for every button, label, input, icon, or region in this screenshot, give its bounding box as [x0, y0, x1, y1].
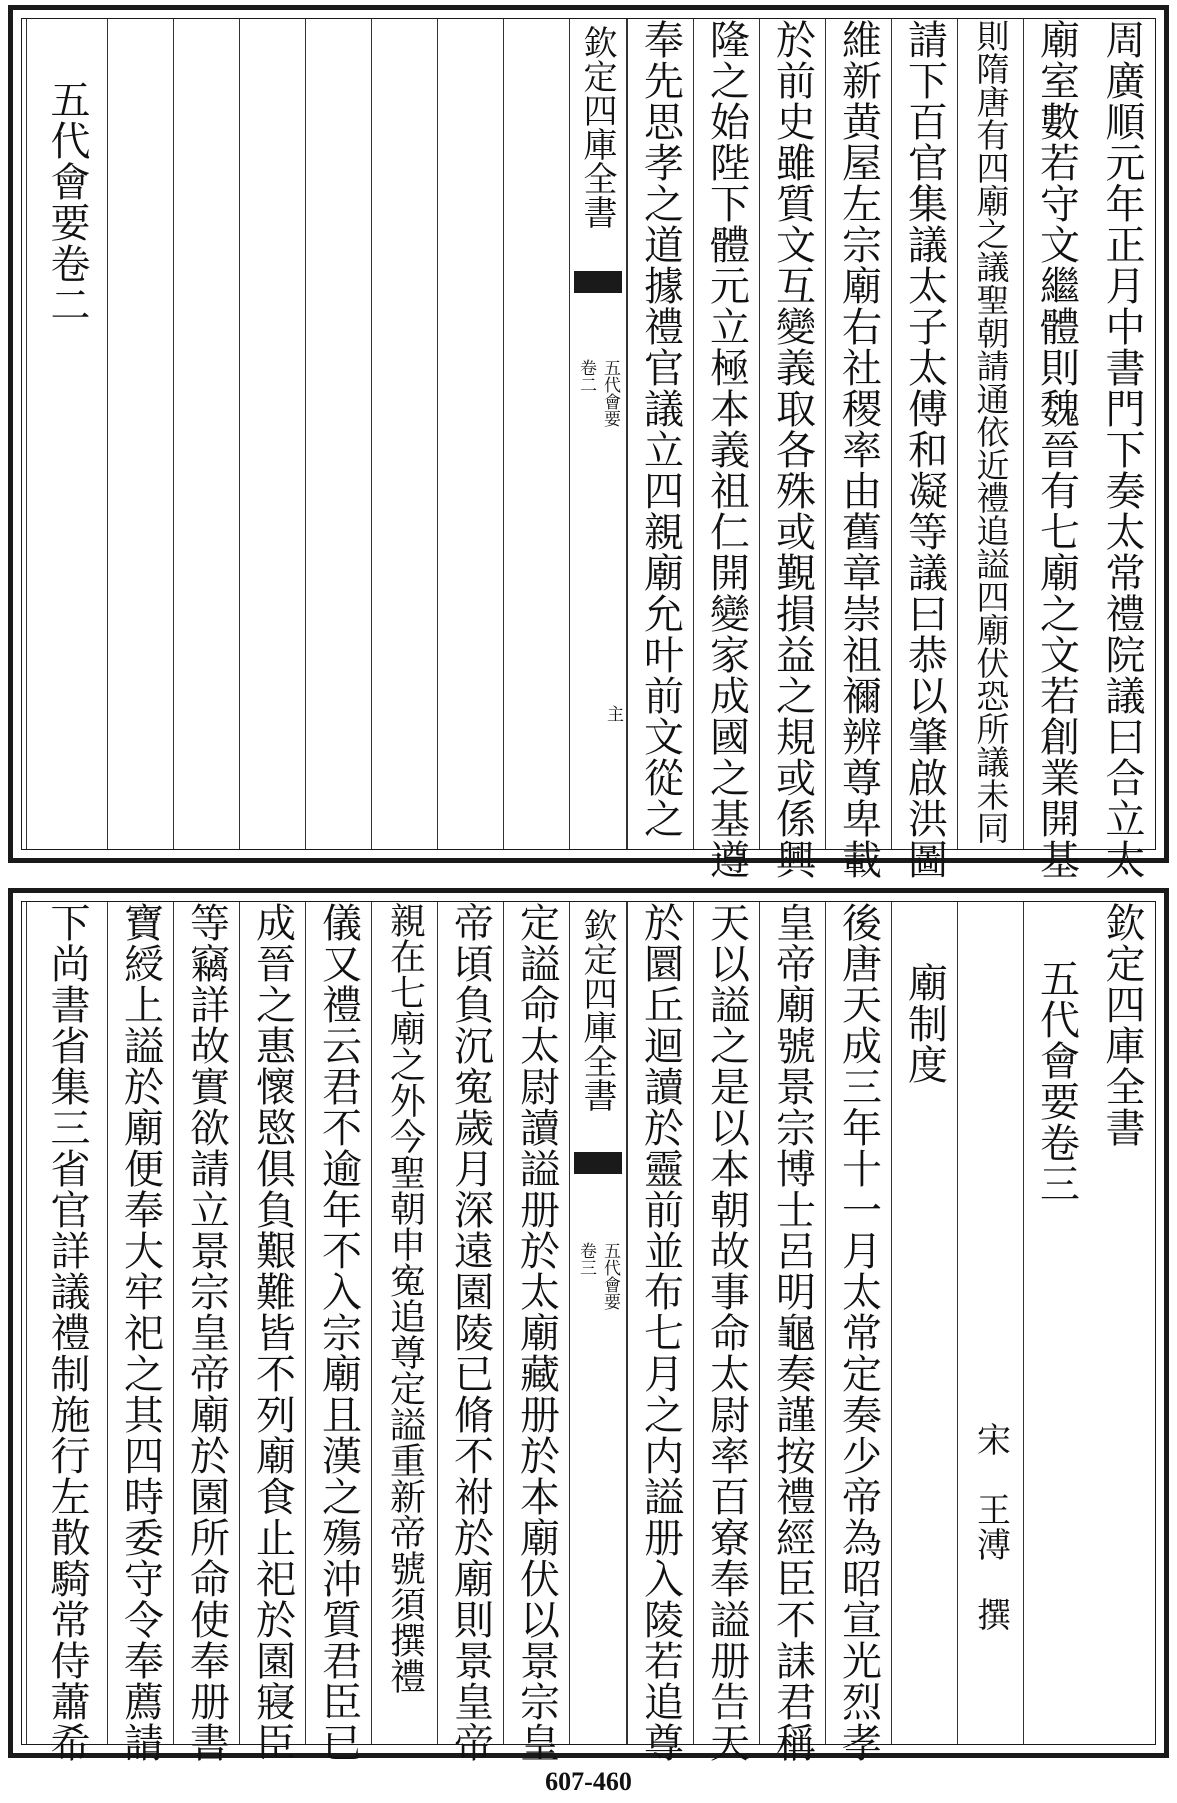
column-text: 皇帝廟號景宗博士呂明龜奏謹按禮經臣不誄君稱 — [769, 902, 816, 1763]
column-text: 則隋唐有四廟之議聖朝請通依近禮追謚四廟伏恐所議未同 — [971, 19, 1011, 844]
margin-title: 欽定四庫全書 — [577, 25, 617, 229]
empty-column — [437, 19, 503, 849]
column-text: 定謚命太尉讀謚册於太廟藏册於本廟伏以景宗皇 — [513, 902, 560, 1763]
end-title: 五代會要卷二 — [44, 79, 90, 325]
margin-title: 欽定四庫全書 — [577, 908, 617, 1112]
text-column — [957, 19, 1023, 849]
text-column — [627, 19, 693, 849]
empty-column — [107, 19, 173, 849]
bottom-page — [8, 888, 1169, 1763]
page-margin-strip — [569, 902, 627, 1744]
column-text: 後唐天成三年十一月太常定奏少帝為昭宣光烈孝 — [835, 902, 882, 1763]
column-text: 維新黄屋左宗廟右社稷率由舊章崇祖禰辨尊卑載 — [835, 19, 882, 880]
empty-column — [371, 19, 437, 849]
column-text: 天以謚之是以本朝故事命太尉率百寮奉謚册告天 — [703, 902, 750, 1763]
column-text: 等竊詳故實欲請立景宗皇帝廟於園所命使奉册書 — [183, 902, 230, 1763]
empty-column — [305, 19, 371, 849]
margin-subtitle: 五代會要 — [600, 1242, 620, 1310]
text-column — [305, 902, 371, 1763]
fish-tail-mark — [574, 1152, 622, 1174]
text-column — [1089, 19, 1155, 880]
text-column — [759, 902, 825, 1763]
section-column — [891, 902, 957, 1744]
fish-tail-mark — [574, 271, 622, 293]
column-text: 周廣順元年正月中書門下奏太常禮院議曰合立太 — [1099, 19, 1145, 880]
top-page-frame — [21, 18, 1156, 880]
margin-volume: 卷二 — [576, 359, 596, 393]
margin-subtitle: 五代會要 — [600, 359, 620, 427]
column-text: 請下百官集議太子太傅和凝等議曰恭以肇啟洪圖 — [901, 19, 948, 880]
text-column — [825, 19, 891, 880]
column-text: 儀又禮云君不逾年不入宗廟且漢之殤沖質君臣已 — [315, 902, 362, 1763]
margin-page-number: 主 — [603, 705, 623, 722]
top-page — [8, 5, 1169, 880]
page-margin-strip — [569, 19, 627, 849]
page-footer-number: 607-460 — [545, 1767, 632, 1796]
text-column — [693, 902, 759, 1763]
text-column — [759, 19, 825, 880]
column-text: 隆之始陛下體元立極本義祖仁開變家成國之基遵 — [703, 19, 750, 880]
column-text: 於圜丘迴讀於靈前並布七月之内謚册入陵若追尊 — [637, 902, 684, 1763]
column-text: 廟室數若守文繼體則魏晉有七廟之文若創業開基 — [1033, 19, 1080, 880]
header-column — [1089, 902, 1155, 1744]
bottom-page-frame — [21, 901, 1156, 1763]
author-line: 宋 王溥 撰 — [970, 1422, 1011, 1632]
text-column — [239, 902, 305, 1763]
text-column — [26, 902, 107, 1763]
text-column — [1023, 19, 1089, 880]
text-column — [825, 902, 891, 1763]
text-column — [693, 19, 759, 880]
end-title-column — [26, 19, 107, 849]
section-heading: 廟制度 — [901, 962, 948, 1085]
text-column — [437, 902, 503, 1763]
column-text: 奉先思孝之道據禮官議立四親廟允叶前文從之 — [637, 19, 684, 839]
empty-column — [173, 19, 239, 849]
empty-column — [239, 19, 305, 849]
title-column — [1023, 902, 1089, 1744]
author-column — [957, 902, 1023, 1744]
book-title: 五代會要卷三 — [1033, 958, 1080, 1204]
column-text: 下尚書省集三省官詳議禮制施行左散騎常侍蕭希 — [44, 902, 90, 1763]
column-text: 於前史雖質文互變義取各殊或覲損益之規或係興 — [769, 19, 816, 880]
column-text: 帝頃負沉寃歲月深遠園陵已脩不祔於廟則景皇帝 — [447, 902, 494, 1763]
empty-column — [503, 19, 569, 849]
text-column — [891, 19, 957, 880]
text-column — [627, 902, 693, 1763]
text-column — [503, 902, 569, 1763]
column-text: 親在七廟之外今聖朝申寃追尊定謚重新帝號須撰禮 — [384, 902, 426, 1694]
column-text: 寶綬上謚於廟便奉大牢祀之其四時委守令奉薦請 — [117, 902, 164, 1763]
text-column — [173, 902, 239, 1763]
text-column — [371, 902, 437, 1744]
margin-volume: 卷三 — [576, 1242, 596, 1276]
column-text: 成晉之惠懷愍俱負艱難皆不列廟食止祀於園寢臣 — [249, 902, 296, 1763]
text-column — [107, 902, 173, 1763]
header-text: 欽定四庫全書 — [1099, 902, 1145, 1148]
